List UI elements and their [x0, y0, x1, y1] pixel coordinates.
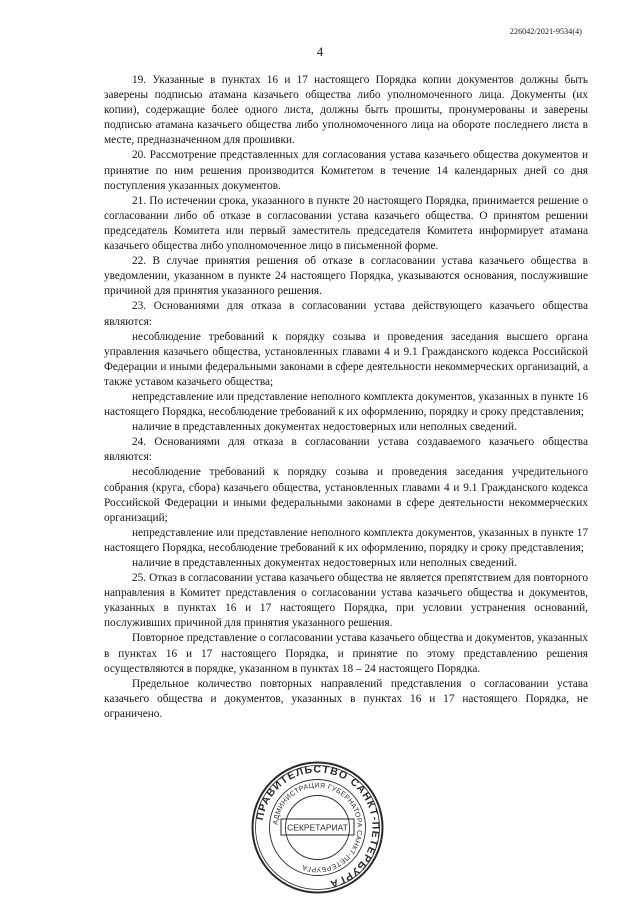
- paragraph-23-item-1: несоблюдение требований к порядку созыва и проведения заседания высшего органа управления казачьего общества, установленных главами 4 и 9.1 Гражданского кодекса Российской Федерации и иными федеральными законами в сфере деятельности некоммерческих организаций, а также уставом казачьего общества;: [104, 330, 588, 388]
- paragraph-24-item-1: несоблюдение требований к порядку созыва и проведения заседания учредительного собрания (круга, сбора) казачьего общества, установленных главами 4 и 9.1 Гражданского кодекса Российской Федерации и иными федеральными законами в сфере деятельности некоммерческих организаций;: [104, 466, 588, 524]
- official-seal: [250, 760, 385, 895]
- seal-center-text: СЕКРЕТАРИАТ: [287, 822, 348, 833]
- paragraph-24-item-3: наличие в представленных документах недостоверных или неполных сведений.: [132, 557, 517, 569]
- seal-stamp-icon: [250, 760, 385, 895]
- paragraph-22: 22. В случае принятия решения об отказе в согласовании устава казачьего общества в уведомлении, указанном в пункте 24 настоящего Порядка, указываются основания, послужившие причиной для принятия указанного решения.: [104, 255, 588, 298]
- paragraph-24-item-2: непредставление или представление неполного комплекта документов, указанных в пункте 17 настоящего Порядка, несоблюдение требований к их оформлению, порядку и сроку представления;: [104, 526, 588, 554]
- paragraph-19: 19. Указанные в пунктах 16 и 17 настоящего Порядка копии документов должны быть заверены подписью атамана казачьего общества либо уполномоченного лица. Документы (их копии), содержащие более одного листа, должны быть прошиты, пронумерованы и заверены подписью атамана казачьего общества либо уполномоченного лица на обороте последнего листа в месте, предназначенном для прошивки.: [104, 74, 588, 147]
- page-number: 4: [316, 44, 324, 59]
- paragraph-23: 23. Основаниями для отказа в согласовании устава действующего казачьего общества являются:: [104, 300, 588, 328]
- seal-inner-text: АДМИНИСТРАЦИЯ ГУБЕРНАТОРА САНКТ-ПЕТЕРБУРГА: [272, 782, 363, 873]
- paragraph-25-repeat: Повторное представление о согласовании устава казачьего общества и документов, указанных в пунктах 16 и 17 настоящего Порядка, и принятие по этому представлению решения осуществляются в порядке, указанном в пунктах 18 – 24 настоящего Порядка.: [104, 632, 588, 675]
- seal-outer-text: ПРАВИТЕЛЬСТВО САНКТ-ПЕТЕРБУРГА: [253, 763, 382, 891]
- paragraph-20: 20. Рассмотрение представленных для согласования устава казачьего общества документов и принятие по ним решения производится Комитетом в течение 14 календарных дней со дня поступления указанных документов.: [104, 149, 588, 192]
- paragraph-25-limit: Предельное количество повторных направлений представления о согласовании устава казачьего общества и документов, указанных в пунктах 16 и 17 настоящего Порядка, не ограничено.: [104, 677, 588, 720]
- paragraph-23-item-2: непредставление или представление неполного комплекта документов, указанных в пункте 16 настоящего Порядка, несоблюдение требований к их оформлению, порядку и сроку представления;: [104, 390, 588, 419]
- document-id: 226042/2021-9534(4): [509, 27, 582, 36]
- document-body: [104, 73, 588, 722]
- paragraph-24: 24. Основаниями для отказа в согласовании устава создаваемого казачьего общества являются:: [104, 436, 588, 464]
- paragraph-23-item-3: наличие в представленных документах недостоверных или неполных сведений.: [132, 421, 517, 434]
- paragraph-25: 25. Отказ в согласовании устава казачьего общества не является препятствием для повторного направления в Комитет представления о согласовании устава казачьего общества и документов, указанных в пунктах 16 и 17 настоящего Порядка, при условии устранения оснований, послуживших причиной для принятия указанного решения.: [104, 572, 588, 630]
- paragraph-21: 21. По истечении срока, указанного в пункте 20 настоящего Порядка, принимается решение о согласовании либо об отказе в согласовании устава казачьего общества. О принятом решении председатель Комитета или первый заместитель председателя Комитета информирует атамана казачьего общества либо уполномоченное лицо в письменной форме.: [104, 194, 588, 253]
